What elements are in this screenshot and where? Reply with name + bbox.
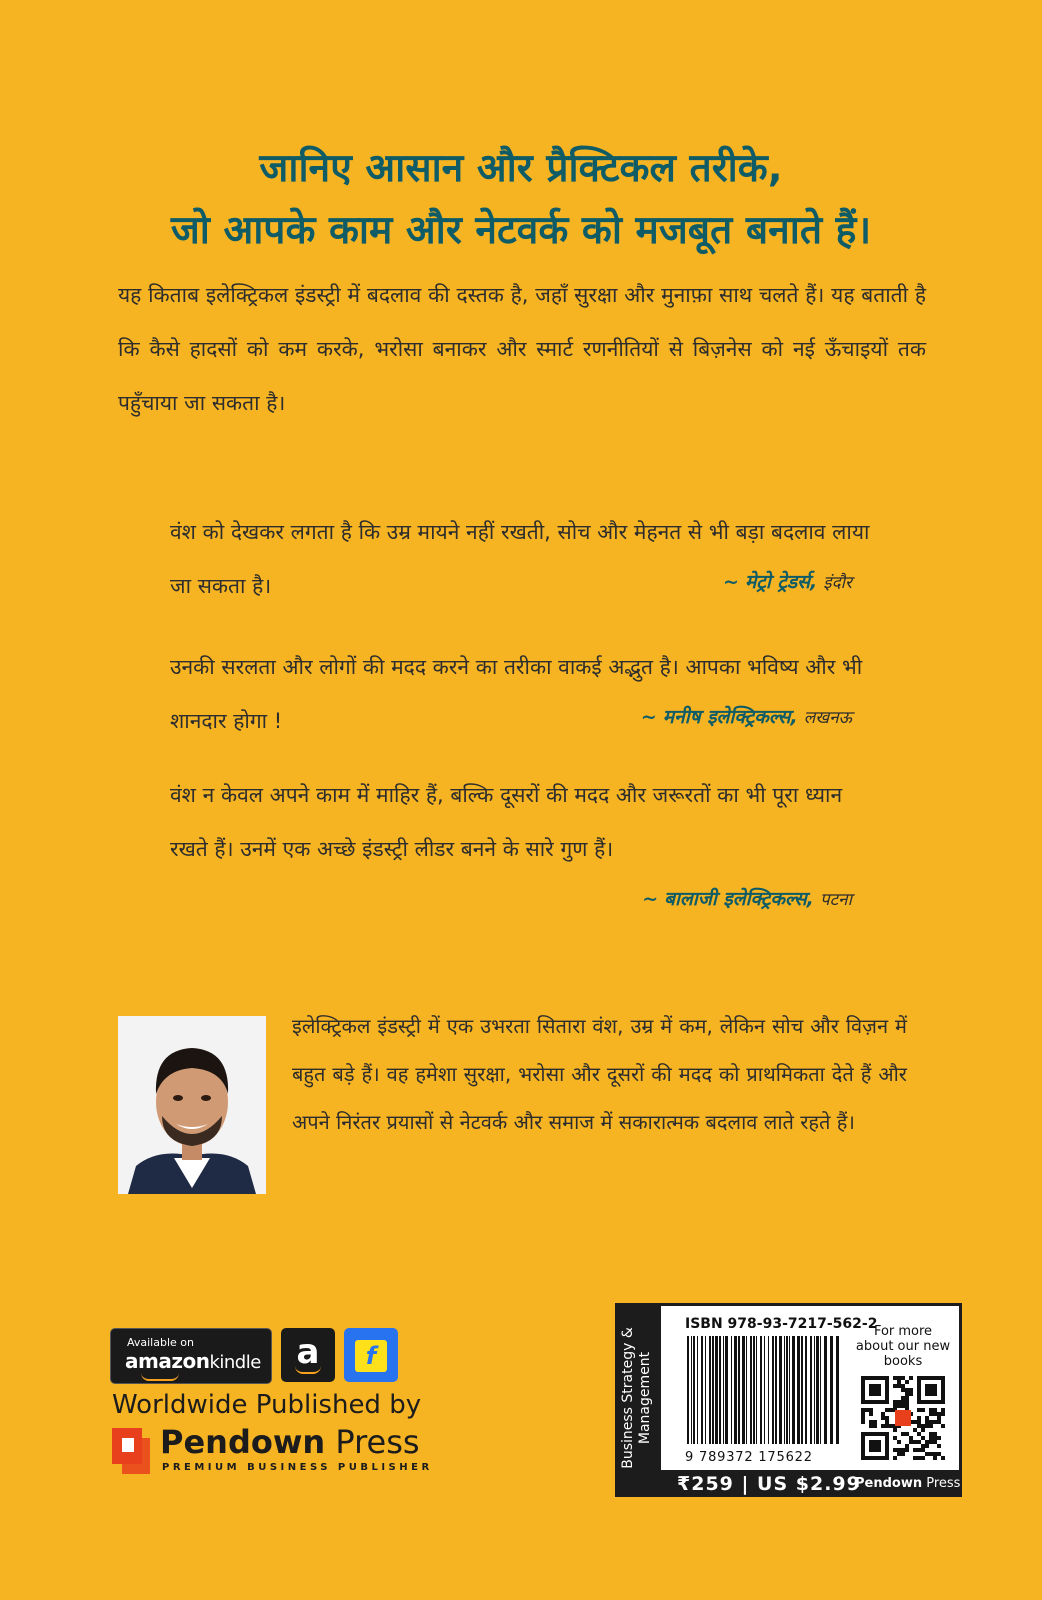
publisher-name-bold: Pendown xyxy=(160,1423,326,1461)
publisher-name xyxy=(160,1423,420,1461)
for-more-text: For more about our new books xyxy=(855,1324,951,1369)
review-2 xyxy=(170,640,870,748)
amazon-smile-icon xyxy=(141,1373,179,1381)
price-publisher xyxy=(855,1476,960,1491)
headline xyxy=(60,138,982,262)
kindle-word: kindle xyxy=(209,1352,261,1373)
isbn-box xyxy=(615,1303,962,1497)
reviewer-city: पटना xyxy=(819,890,852,910)
amazon-word: amazon xyxy=(125,1349,210,1373)
headline-line-1: जानिए आसान और प्रैक्टिकल तरीके, xyxy=(259,146,783,191)
amazon-kindle-badge[interactable] xyxy=(110,1328,272,1384)
author-bio: इलेक्ट्रिकल इंडस्ट्री में एक उभरता सितारा वंश, उम्र में कम, लेकिन सोच और विज़न में बहुत बड़े हैं। वह हमेशा सुरक्षा, भरोसा और दूसरों की मदद को प्राथमिकता देते हैं और अपने निरंतर प्रयासों से नेटवर्क और समाज में सकारात्मक बदलाव लाते रहते हैं। xyxy=(292,1014,907,1134)
publisher-tagline: PREMIUM BUSINESS PUBLISHER xyxy=(162,1462,433,1473)
review-text: वंश न केवल अपने काम में माहिर हैं, बल्कि दूसरों की मदद और जरूरतों का भी पूरा ध्यान रखते हैं। उनमें एक अच्छे इंडस्ट्री लीडर बनने के सारे गुण हैं। xyxy=(170,783,843,861)
tilde: ~ xyxy=(642,888,659,910)
barcode-icon xyxy=(685,1336,845,1454)
reviews xyxy=(170,505,870,641)
reviewer-name: बालाजी इलेक्ट्रिकल्स, xyxy=(664,888,814,910)
amazon-letter: a xyxy=(296,1332,320,1372)
review-attribution xyxy=(641,702,852,733)
reviews-2 xyxy=(170,640,870,776)
reviewer-name: मनीष इलेक्ट्रिकल्स, xyxy=(662,706,798,728)
category-strip xyxy=(615,1303,659,1497)
price-publisher-regular: Press xyxy=(922,1476,961,1491)
review-attribution xyxy=(723,567,852,598)
publisher-name-regular: Press xyxy=(325,1423,420,1461)
review-1 xyxy=(170,505,870,613)
barcode-area xyxy=(661,1306,959,1470)
headline-line-2: जो आपके काम और नेटवर्क को मजबूत बनाते हैं। xyxy=(170,208,872,253)
isbn-number: ISBN 978-93-7217-562-2 xyxy=(685,1316,878,1332)
price-publisher-bold: Pendown xyxy=(855,1476,923,1491)
worldwide-published-text: Worldwide Published by xyxy=(112,1390,422,1420)
kindle-available-text: Available on xyxy=(127,1336,194,1349)
reviewer-city: लखनऊ xyxy=(803,708,852,728)
amazon-smile-icon xyxy=(295,1366,321,1374)
kindle-brand-text xyxy=(125,1349,261,1373)
flipkart-bag-icon: f xyxy=(355,1340,387,1372)
tilde: ~ xyxy=(640,706,657,728)
qr-code-icon[interactable] xyxy=(861,1376,945,1460)
reviews-3 xyxy=(170,768,870,910)
amazon-icon[interactable] xyxy=(281,1328,335,1382)
category-text: Business Strategy & Management xyxy=(620,1327,653,1469)
price-text: ₹259 | US $2.99 xyxy=(677,1473,861,1495)
reviewer-city: इंदौर xyxy=(823,573,852,593)
intro-paragraph: यह किताब इलेक्ट्रिकल इंडस्ट्री में बदलाव की दस्तक है, जहाँ सुरक्षा और मुनाफ़ा साथ चलते हैं। यह बताती है कि कैसे हादसों को कम करके, भरोसा बनाकर और स्मार्ट रणनीतियों से बिज़नेस को नई ऊँचाइयों तक पहुँचाया जा सकता है। xyxy=(118,283,926,415)
review-attribution xyxy=(642,884,852,915)
review-text: उनकी सरलता और लोगों की मदद करने का तरीका वाकई अद्भुत है। आपका भविष्य और भी शानदार होगा ! xyxy=(170,655,863,733)
review-text: वंश को देखकर लगता है कि उम्र मायने नहीं रखती, सोच और मेहनत से भी बड़ा बदलाव लाया जा सकता है। xyxy=(170,520,870,598)
review-3 xyxy=(170,768,870,910)
reviewer-name: मेट्रो ट्रेडर्स, xyxy=(744,571,818,593)
tilde: ~ xyxy=(722,571,739,593)
barcode-number: 9 789372 175622 xyxy=(685,1450,813,1465)
author-photo xyxy=(118,1016,266,1194)
flipkart-icon[interactable] xyxy=(344,1328,398,1382)
pendown-logo-icon xyxy=(112,1428,150,1474)
